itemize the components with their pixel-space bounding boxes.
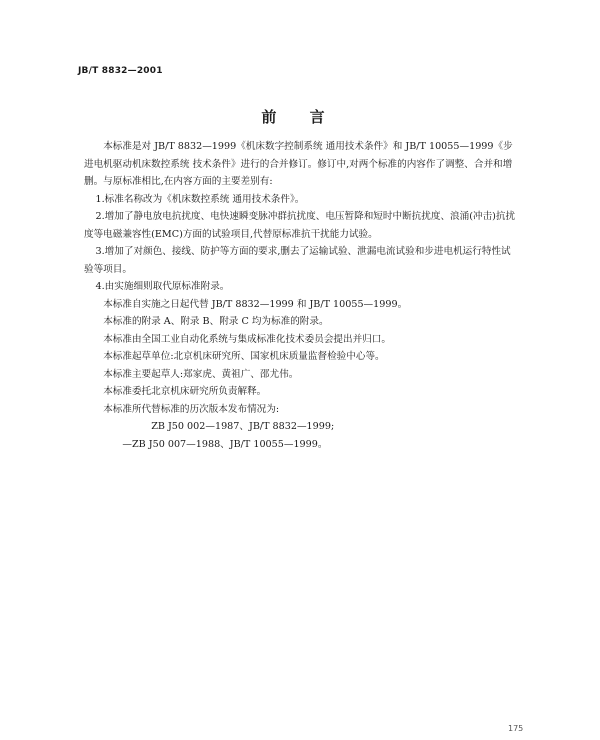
history-item-1: ZB J50 002—1987、JB/T 8832—1999; — [151, 421, 335, 432]
history-intro: 本标准所代替标准的历次版本发布情况为: — [103, 403, 280, 415]
drafters: 本标准主要起草人:郑家虎、黄祖广、邵尤伟。 — [103, 368, 299, 380]
standard-code-header: JB/T 8832—2001 — [78, 66, 163, 76]
page-number: 175 — [508, 724, 524, 733]
interpretation-statement: 本标准委托北京机床研究所负责解释。 — [103, 386, 267, 397]
foreword-body — [84, 138, 520, 453]
page-title: 前 言 — [261, 108, 339, 126]
intro-paragraph: 本标准是对 JB/T 8832—1999《机床数字控制系统 通用技术条件》和 JB/T 10055—1999《步进电机驱动机床数控系统 技术条件》进行的合并修订。修订中,对两个标准的内容作了调整、合并和增删。与原标准相比,在内容方面的主要差别有: — [84, 141, 513, 187]
change-item-3: 3.增加了对颜色、接线、防护等方面的要求,删去了运输试验、泄漏电流试验和步进电机运行特性试验等项目。 — [84, 246, 511, 275]
change-item-2: 2.增加了静电放电抗扰度、电快速瞬变脉冲群抗扰度、电压暂降和短时中断抗扰度、浪涌(冲击)抗扰度等电磁兼容性(EMC)方面的试验项目,代替原标准抗干扰能力试验。 — [84, 211, 516, 240]
proposer-statement: 本标准由全国工业自动化系统与集成标准化技术委员会提出并归口。 — [103, 333, 391, 345]
drafting-units: 本标准起草单位:北京机床研究所、国家机床质量监督检验中心等。 — [103, 351, 385, 362]
history-item-2: —ZB J50 007—1988、JB/T 10055—1999。 — [122, 438, 328, 450]
appendix-statement: 本标准的附录 A、附录 B、附录 C 均为标准的附录。 — [103, 316, 329, 327]
change-item-4: 4.由实施细则取代原标准附录。 — [95, 281, 230, 292]
change-item-1: 1.标准名称改为《机床数控系统 通用技术条件》。 — [95, 193, 305, 205]
replacement-statement: 本标准自实施之日起代替 JB/T 8832—1999 和 JB/T 10055—1999。 — [103, 298, 408, 310]
